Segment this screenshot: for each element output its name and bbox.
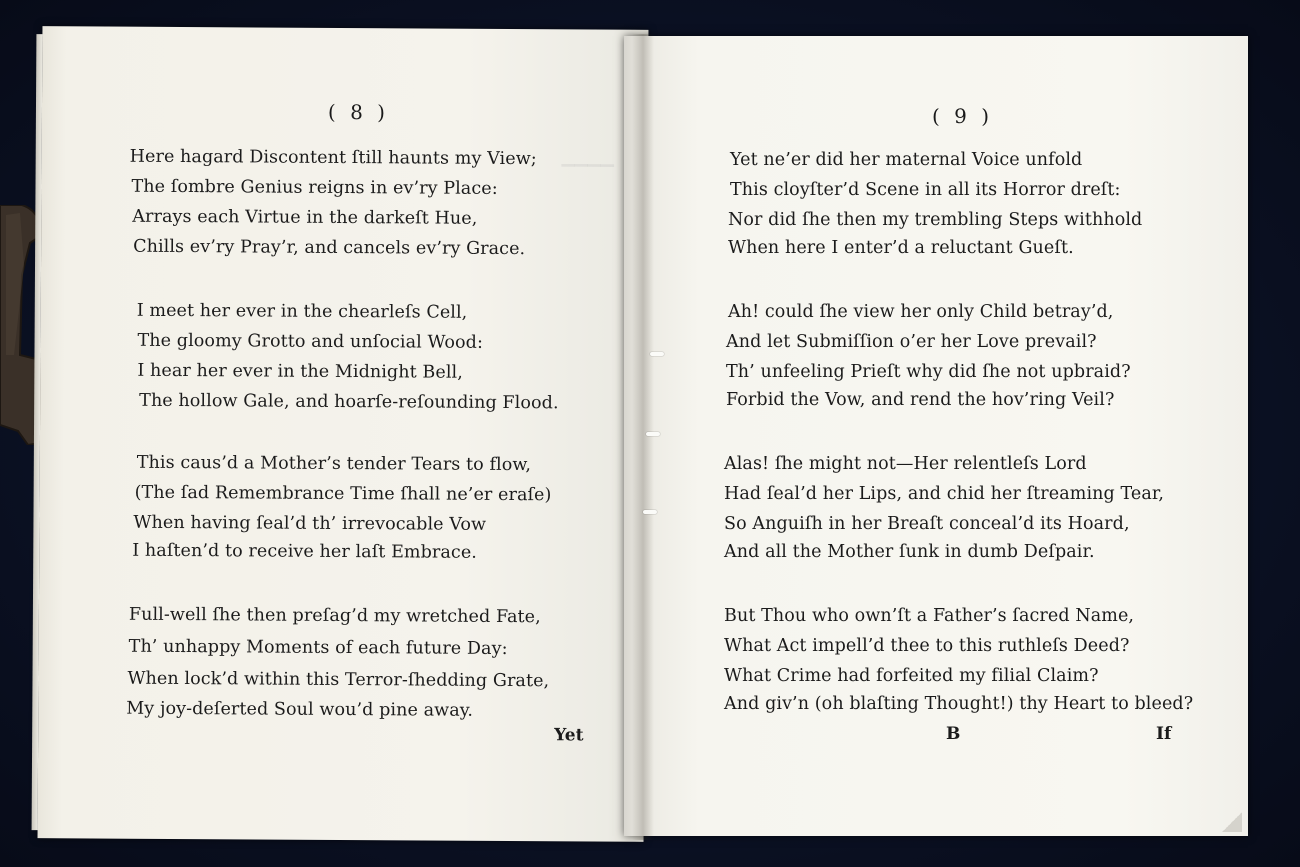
verse-line: Had ſeal’d her Lips, and chid her ſtreaming Tear, — [724, 484, 1165, 504]
verse-line: When having ſeal’d th’ irrevocable Vow — [133, 512, 487, 535]
left-page — [38, 26, 649, 842]
verse-line: I haſten’d to receive her laſt Embrace. — [132, 540, 478, 563]
book-gutter — [632, 34, 654, 840]
verse-line: Here hagard Discontent ſtill haunts my View; — [129, 146, 537, 170]
verse-line: And let Submiſſion o’er her Love prevail? — [726, 332, 1097, 352]
verse-line: This caus’d a Mother’s tender Tears to flow, — [136, 452, 532, 476]
verse-line: And all the Mother ſunk in dumb Deſpair. — [724, 542, 1095, 562]
binding-stitch — [643, 510, 657, 514]
verse-line: And giv’n (oh blaſting Thought!) thy Heart to bleed? — [724, 694, 1194, 714]
verse-line: The ſombre Genius reigns in ev’ry Place: — [131, 176, 498, 199]
verse-line: I meet her ever in the chearleſs Cell, — [136, 300, 468, 323]
verse-line: When lock’d within this Terror-ſhedding Grate, — [127, 668, 550, 692]
verse-line: Yet ne’er did her maternal Voice unfold — [730, 150, 1083, 170]
verse-line: This cloyſter’d Scene in all its Horror dreſt: — [730, 180, 1121, 200]
verse-line: But Thou who own’ſt a Father’s ſacred Name, — [724, 606, 1135, 626]
verse-line: Ah! could ſhe view her only Child betray’d, — [728, 302, 1114, 322]
verse-line: Alas! ſhe might not—Her relentleſs Lord — [724, 454, 1087, 474]
page-number-right: ( 9 ) — [932, 104, 994, 128]
verse-line: Forbid the Vow, and rend the hov’ring Veil? — [726, 390, 1115, 410]
bleed-through: ▁▁▁▁ — [561, 147, 615, 168]
binding-stitch — [650, 352, 664, 356]
signature-mark: B — [946, 724, 961, 744]
verse-line: So Anguiſh in her Breaſt conceal’d its Hoard, — [724, 514, 1130, 534]
verse-line: My joy-deſerted Soul wou’d pine away. — [126, 698, 474, 721]
verse-line: The gloomy Grotto and unſocial Wood: — [137, 330, 484, 353]
verse-line: Full-well ſhe then preſag’d my wretched Fate, — [128, 604, 541, 628]
page-number-left: ( 8 ) — [327, 99, 390, 125]
verse-line: I hear her ever in the Midnight Bell, — [137, 360, 463, 383]
verse-line: What Crime had forfeited my filial Claim? — [724, 666, 1099, 686]
verse-line: When here I enter’d a reluctant Gueſt. — [728, 238, 1074, 258]
catchword-left: Yet — [554, 725, 584, 746]
binding-stitch — [646, 432, 660, 436]
verse-line: Nor did ſhe then my trembling Steps withhold — [728, 210, 1143, 230]
verse-line: What Act impell’d thee to this ruthleſs Deed? — [724, 636, 1130, 656]
verse-line: (The ſad Remembrance Time ſhall ne’er eraſe) — [134, 482, 552, 506]
verse-line: The hollow Gale, and hoarſe-reſounding Flood. — [139, 390, 559, 414]
right-page — [624, 36, 1248, 836]
verse-line: Th’ unhappy Moments of each future Day: — [128, 636, 508, 660]
verse-line: Arrays each Virtue in the darkeſt Hue, — [132, 206, 478, 229]
catchword-right: If — [1156, 724, 1172, 744]
verse-line: Th’ unfeeling Prieſt why did ſhe not upbraid? — [726, 362, 1131, 382]
verse-line: Chills ev’ry Pray’r, and cancels ev’ry Grace. — [133, 236, 526, 260]
page-corner-fold — [1222, 812, 1242, 832]
